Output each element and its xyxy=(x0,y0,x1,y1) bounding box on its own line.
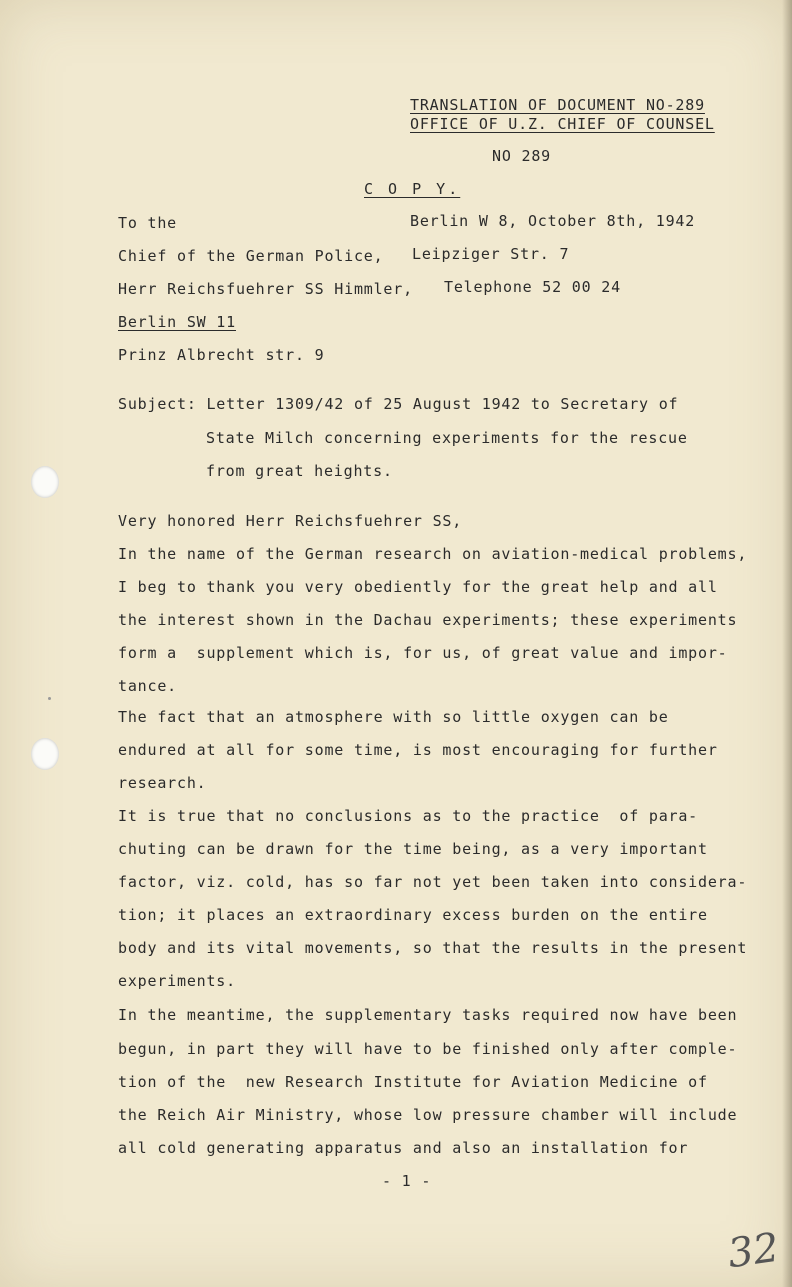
copy-title: C O P Y. xyxy=(364,180,461,198)
body-line: It is true that no conclusions as to the practice of para- xyxy=(118,807,699,825)
body-line: chuting can be drawn for the time being, as a very important xyxy=(118,840,708,858)
translation-header: TRANSLATION OF DOCUMENT NO-289 xyxy=(410,96,705,114)
body-line: form a supplement which is, for us, of great value and impor- xyxy=(118,644,728,662)
body-line: body and its vital movements, so that the results in the present xyxy=(118,939,748,957)
office-header: OFFICE OF U.Z. CHIEF OF COUNSEL xyxy=(410,115,715,133)
body-line: tance. xyxy=(118,677,177,695)
speck xyxy=(48,697,51,700)
salutation: Very honored Herr Reichsfuehrer SS, xyxy=(118,512,463,530)
page-edge-shadow xyxy=(782,0,792,1287)
document-number: NO 289 xyxy=(492,147,551,165)
body-line: In the meantime, the supplementary tasks required now have been xyxy=(118,1006,738,1024)
handwritten-page-mark: 32 xyxy=(725,1224,782,1278)
body-line: the Reich Air Ministry, whose low pressure chamber will include xyxy=(118,1106,738,1124)
punch-hole xyxy=(31,738,59,770)
addressee-city: Berlin SW 11 xyxy=(118,313,236,331)
body-line: the interest shown in the Dachau experiments; these experiments xyxy=(118,611,738,629)
subject-line-3: from great heights. xyxy=(206,462,393,480)
sender-telephone: Telephone 52 00 24 xyxy=(444,278,621,296)
body-line: I beg to thank you very obediently for the great help and all xyxy=(118,578,718,596)
punch-hole xyxy=(31,466,59,498)
subject-line-1: Subject: Letter 1309/42 of 25 August 1942 to Secretary of xyxy=(118,395,679,413)
body-line: endured at all for some time, is most encouraging for further xyxy=(118,741,718,759)
page-number: - 1 - xyxy=(382,1172,432,1190)
addressee-line-2: Chief of the German Police, xyxy=(118,247,384,265)
subject-line-2: State Milch concerning experiments for the rescue xyxy=(206,429,688,447)
body-line: experiments. xyxy=(118,972,236,990)
body-line: factor, viz. cold, has so far not yet been taken into considera- xyxy=(118,873,748,891)
body-line: research. xyxy=(118,774,207,792)
body-line: The fact that an atmosphere with so little oxygen can be xyxy=(118,708,669,726)
body-line: In the name of the German research on aviation-medical problems, xyxy=(118,545,748,563)
sender-date: Berlin W 8, October 8th, 1942 xyxy=(410,212,696,230)
body-line: all cold generating apparatus and also an installation for xyxy=(118,1139,689,1157)
addressee-line-3: Herr Reichsfuehrer SS Himmler, xyxy=(118,280,413,298)
body-line: tion; it places an extraordinary excess burden on the entire xyxy=(118,906,708,924)
sender-street: Leipziger Str. 7 xyxy=(412,245,570,263)
body-line: begun, in part they will have to be finished only after comple- xyxy=(118,1040,738,1058)
addressee-line-1: To the xyxy=(118,214,177,232)
addressee-street: Prinz Albrecht str. 9 xyxy=(118,346,325,364)
body-line: tion of the new Research Institute for Aviation Medicine of xyxy=(118,1073,708,1091)
